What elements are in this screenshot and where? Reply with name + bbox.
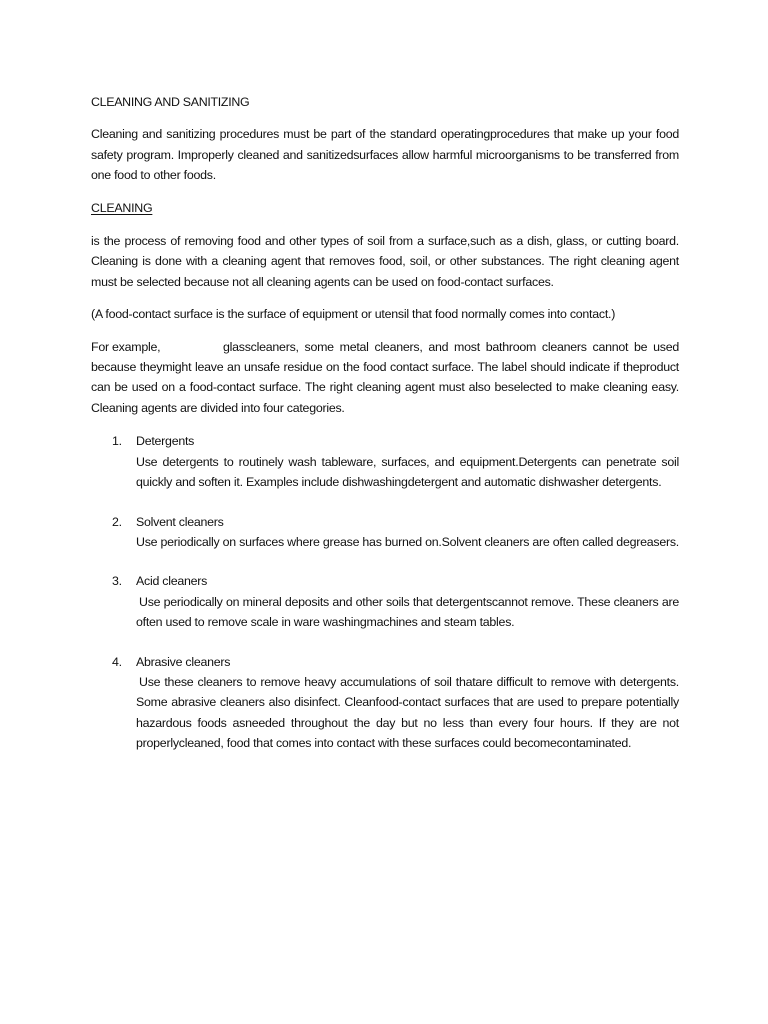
example-paragraph	[91, 337, 679, 419]
list-item	[91, 652, 679, 754]
food-contact-note: (A food-contact surface is the surface of equipment or utensil that food normally comes into contact.)	[91, 307, 616, 322]
category-name: Solvent cleaners	[136, 514, 224, 529]
document-page	[91, 92, 679, 773]
example-lead: For example,	[91, 339, 161, 354]
example-body: glasscleaners, some metal cleaners, and most bathroom cleaners cannot be used because theymight leave an unsafe residue on the food contact surface. The label should indicate if theproduct can be used on a food-contact surface. The right cleaning agent must also beselected to make cleaning easy. Cleaning agents are divided into four categories.	[91, 339, 679, 415]
list-item	[91, 571, 679, 632]
cleaning-agent-categories	[91, 431, 679, 753]
list-number: 4.	[112, 654, 122, 669]
category-description: Use detergents to routinely wash tableware, surfaces, and equipment.Detergents can penetrate soil quickly and soften it. Examples include dishwashingdetergent and automatic dishwasher detergents.	[136, 454, 679, 490]
cleaning-definition-paragraph: is the process of removing food and other types of soil from a surface,such as a dish, glass, or cutting board. Cleaning is done with a cleaning agent that removes food, soil, or other substances. The right cleaning agent must be selected because not all cleaning agents can be used on food-contact surfaces.	[91, 234, 679, 289]
list-number: 3.	[112, 574, 122, 589]
list-item	[91, 431, 679, 492]
category-name: Acid cleaners	[136, 574, 208, 589]
category-description: Use periodically on mineral deposits and other soils that detergentscannot remove. These cleaners are often used to remove scale in ware washingmachines and steam tables.	[136, 594, 679, 630]
list-number: 2.	[112, 514, 122, 529]
document-title: CLEANING AND SANITIZING	[91, 95, 250, 109]
list-number: 1.	[112, 434, 122, 449]
intro-paragraph: Cleaning and sanitizing procedures must be part of the standard operatingprocedures that make up your food safety program. Improperly cleaned and sanitizedsurfaces allow harmful microorganisms to be transferred from one food to other foods.	[91, 127, 679, 183]
category-description: Use these cleaners to remove heavy accumulations of soil thatare difficult to remove with detergents. Some abrasive cleaners also disinfect. Cleanfood-contact surfaces that are used to prepare potentially hazardous foods asneeded throughout the day but no less than every four hours. If they are not properlycleaned, food that comes into contact with these surfaces could becomecontaminated.	[136, 674, 679, 751]
category-description: Use periodically on surfaces where grease has burned on.Solvent cleaners are often called degreasers.	[136, 534, 679, 549]
section-heading-cleaning: CLEANING	[91, 200, 153, 215]
category-name: Abrasive cleaners	[136, 654, 231, 669]
category-name: Detergents	[136, 434, 195, 449]
list-item	[91, 512, 679, 553]
